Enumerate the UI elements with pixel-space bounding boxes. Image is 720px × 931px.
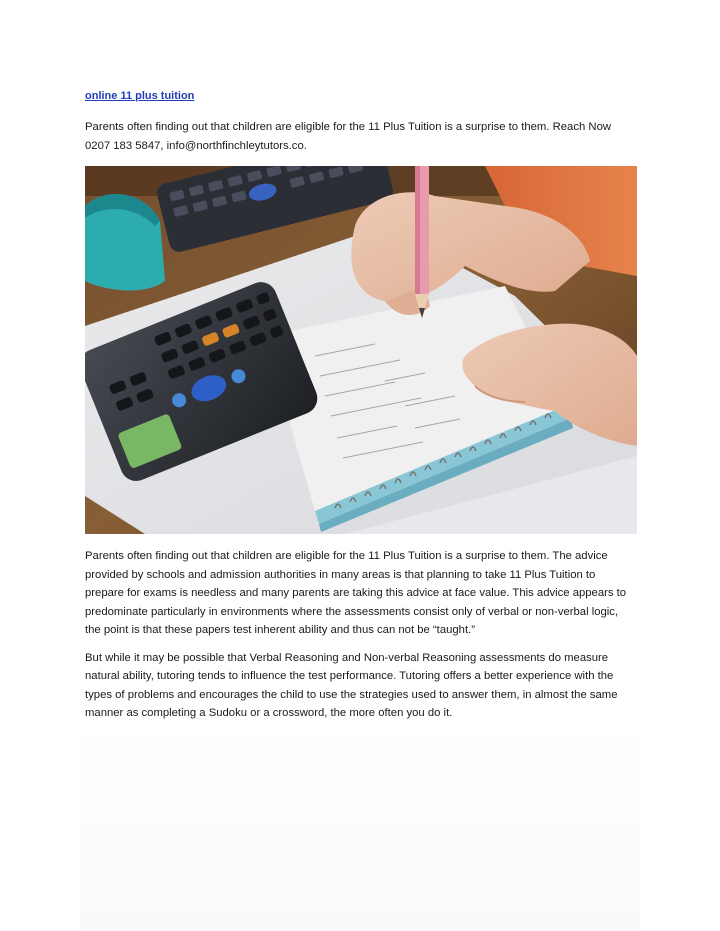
document-content (85, 86, 635, 723)
body-paragraph-2: But while it may be possible that Verbal Reasoning and Non-verbal Reasoning assessments do measure natural ability, tutoring tends to influence the test performance. Tutoring offers a better experience with the types of problems and encourages the child to use the strategies used to answer them, in almost the same manner as completing a Sudoku or a crossword, the more often you do it. (85, 651, 618, 719)
intro-paragraph: Parents often finding out that children are eligible for the 11 Plus Tuition is a surprise to them. Reach Now 0207 183 5847, info@northfinchleytutors.co. (85, 121, 612, 152)
photo-illustration (85, 166, 637, 534)
body-paragraph-1: Parents often finding out that children are eligible for the 11 Plus Tuition is a surprise to them. The advice provided by schools and admission authorities in many areas is that planning to take 11 Plus Tuition to prepare for exams is needless and many parents are taking this advice at face value. This advice appears to predominate particularly in environments where the assessments consist only of verbal or non-verbal logic, the point is that these papers test inherent ability and thus can not be “taught.” (85, 550, 627, 636)
title-link[interactable]: online 11 plus tuition (85, 90, 195, 102)
photo-child-writing (85, 166, 637, 534)
